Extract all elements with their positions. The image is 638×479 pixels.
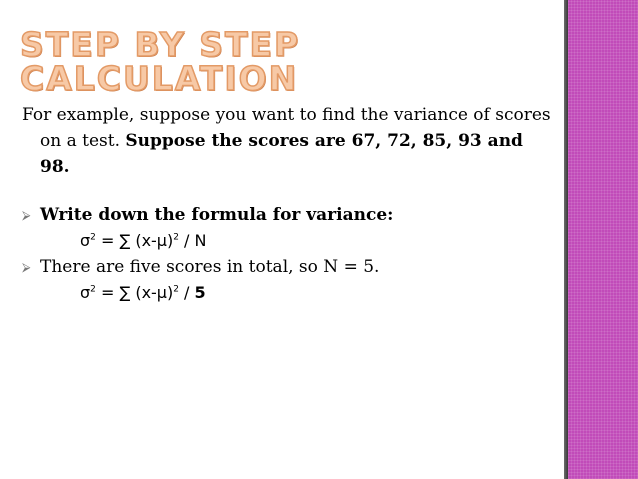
formula-n-value: 5 [194,283,206,302]
formula-sum-exponent: 2 [173,232,179,243]
title-line-1: STEP BY STEP [20,25,301,64]
bullet-item-1 [22,202,552,228]
formula-sum-exponent: 2 [173,284,179,295]
intro-paragraph [22,102,552,180]
spacer [22,180,552,202]
slide-title [20,25,301,98]
bullet-item-2 [22,254,552,280]
formula-sigma: σ [80,231,91,250]
variance-formula-1 [22,228,552,254]
bullet-text: There are five scores in total, so N = 5. [40,257,380,277]
intro-bold-text: Suppose the scores are 67, 72, 85, 93 and 98. [40,131,523,177]
formula-sigma-exponent: 2 [90,232,96,243]
formula-sum: = ∑ (x-μ) [95,231,174,250]
title-line-2: CALCULATION [20,59,299,98]
slide-body [22,102,552,306]
intro-text: For example, suppose you want to find the variance of scores on a test. [22,105,551,151]
decorative-sidebar [568,0,638,479]
formula-tail: / N [178,231,207,250]
variance-formula-2 [22,280,552,306]
formula-tail: / [178,283,195,302]
formula-sigma-exponent: 2 [90,284,96,295]
bullet-arrow-icon: ⮚ [22,208,31,222]
formula-sum: = ∑ (x-μ) [95,283,174,302]
bullet-text: Write down the formula for variance: [40,205,394,225]
bullet-arrow-icon: ⮚ [22,260,31,274]
formula-sigma: σ [80,283,91,302]
